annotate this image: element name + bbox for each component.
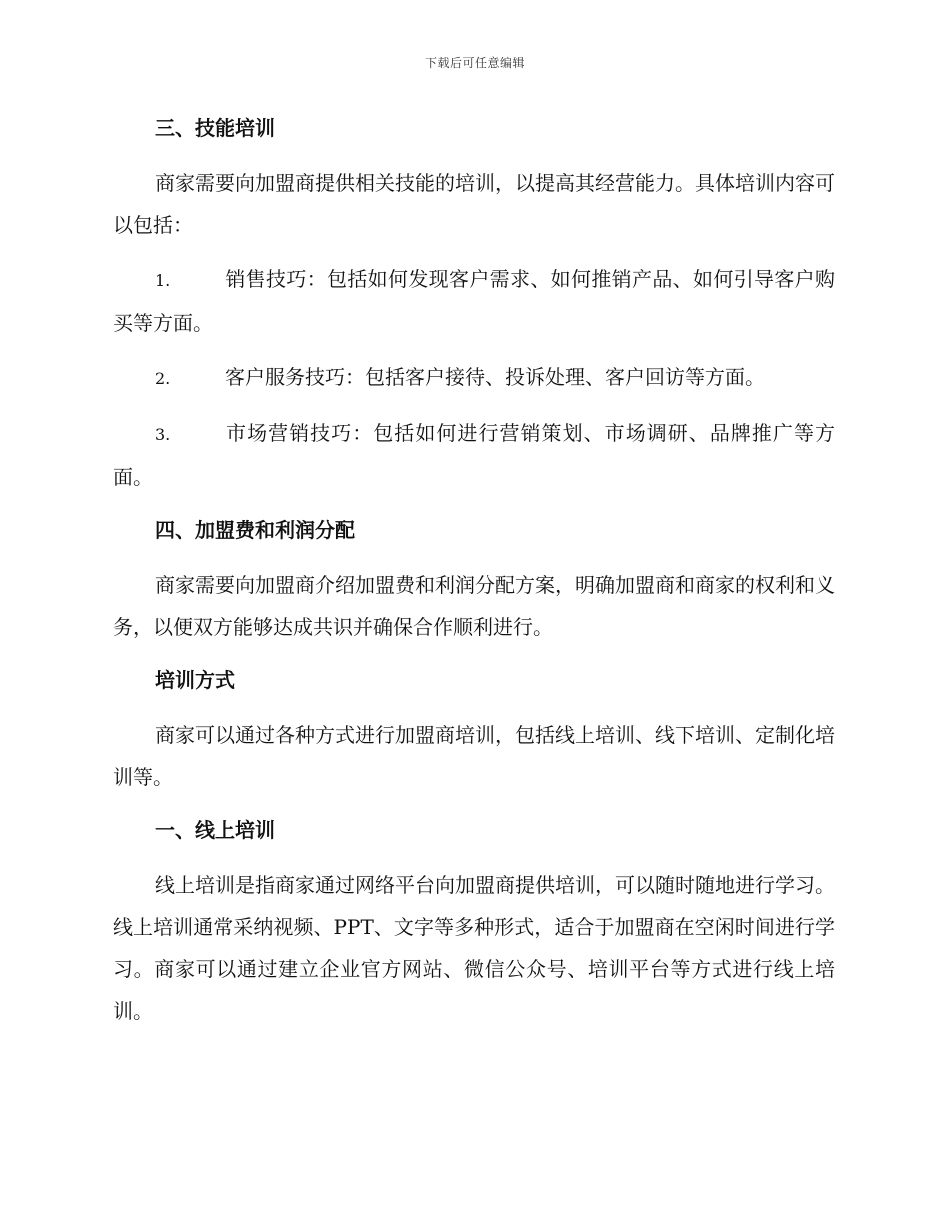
paragraph: 商家可以通过各种方式进行加盟商培训，包括线上培训、线下培训、定制化培训等。 (113, 723, 835, 789)
list-number: 2. (155, 369, 171, 388)
list-item (113, 258, 835, 344)
list-item (113, 412, 835, 498)
section-heading-online-training: 一、线上培训 (155, 818, 275, 842)
section-heading-skills-training: 三、技能培训 (155, 116, 275, 140)
list-number: 3. (155, 425, 171, 444)
paragraph: 线上培训是指商家通过网络平台向加盟商提供培训，可以随时随地进行学习。线上培训通常采纳视频、PPT、文字等多种形式，适合于加盟商在空闲时间进行学习。商家可以通过建立企业官方网站、微信公众号、培训平台等方式进行线上培训。 (113, 873, 835, 1023)
header-note: 下载后可任意编辑 (424, 56, 525, 70)
section-heading-fees-profit: 四、加盟费和利润分配 (155, 518, 355, 542)
document-body (113, 108, 835, 1044)
list-item-text: 销售技巧：包括如何发现客户需求、如何推销产品、如何引导客户购买等方面。 (113, 267, 835, 335)
paragraph: 商家需要向加盟商介绍加盟费和利润分配方案，明确加盟商和商家的权利和义务，以便双方能够达成共识并确保合作顺利进行。 (113, 573, 835, 639)
list-item-text: 客户服务技巧：包括客户接待、投诉处理、客户回访等方面。 (225, 365, 765, 389)
list-item (113, 356, 835, 400)
paragraph: 商家需要向加盟商提供相关技能的培训，以提高其经营能力。具体培训内容可以包括： (113, 171, 835, 237)
list-item-text: 市场营销技巧：包括如何进行营销策划、市场调研、品牌推广等方面。 (113, 421, 835, 489)
section-heading-training-methods: 培训方式 (155, 668, 235, 692)
list-number: 1. (155, 271, 171, 290)
